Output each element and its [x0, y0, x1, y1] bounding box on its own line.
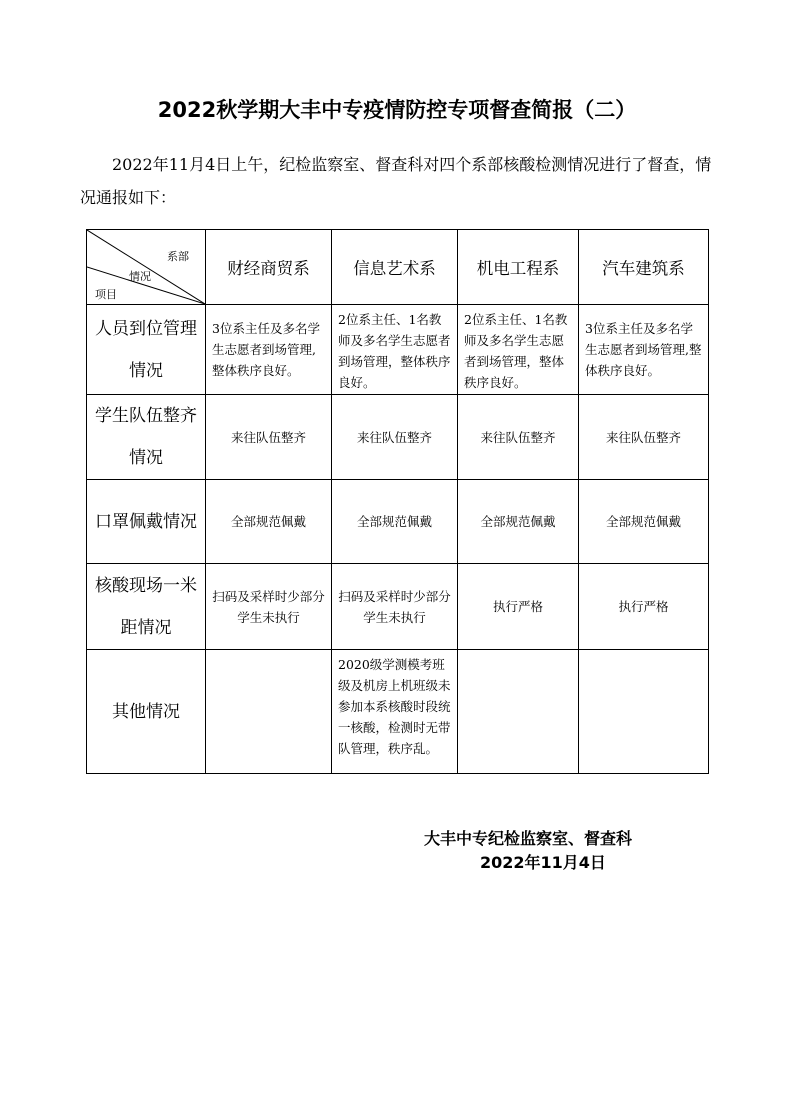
- table-cell: 3位系主任及多名学生志愿者到场管理,整体秩序良好。: [579, 305, 709, 395]
- row-label: 口罩佩戴情况: [87, 480, 206, 564]
- corner-dept-label: 系部: [167, 250, 189, 263]
- table-cell: 来往队伍整齐: [579, 395, 709, 480]
- corner-cell: [87, 230, 206, 305]
- dept-header: 汽车建筑系: [579, 230, 709, 305]
- table-cell: 来往队伍整齐: [206, 395, 332, 480]
- table-row: [87, 395, 709, 480]
- dept-header: 信息艺术系: [332, 230, 458, 305]
- corner-situation-label: 情况: [129, 270, 151, 283]
- table-cell: [206, 650, 332, 774]
- table-cell: 3位系主任及多名学生志愿者到场管理,整体秩序良好。: [206, 305, 332, 395]
- table-cell: 全部规范佩戴: [206, 480, 332, 564]
- table-cell: 扫码及采样时少部分学生未执行: [206, 564, 332, 650]
- signature-org: 大丰中专纪检监察室、督查科: [424, 829, 633, 848]
- table-cell: 全部规范佩戴: [332, 480, 458, 564]
- table-cell: 来往队伍整齐: [332, 395, 458, 480]
- intro-paragraph: 2022年11月4日上午，纪检监察室、督查科对四个系部核酸检测情况进行了督查，情况通报如下：: [80, 155, 712, 207]
- table-cell: 全部规范佩戴: [579, 480, 709, 564]
- table-row: [87, 564, 709, 650]
- table-row: [87, 650, 709, 774]
- dept-header: 机电工程系: [458, 230, 579, 305]
- table-cell: 执行严格: [458, 564, 579, 650]
- corner-item-label: 项目: [95, 288, 117, 301]
- table-cell: 2位系主任、1名教师及多名学生志愿者到场管理，整体秩序良好。: [458, 305, 579, 395]
- page-title: 2022秋学期大丰中专疫情防控专项督查简报（二）: [157, 98, 637, 122]
- row-label: 核酸现场一米距情况: [87, 564, 206, 650]
- table-cell: 扫码及采样时少部分学生未执行: [332, 564, 458, 650]
- table-cell: [458, 650, 579, 774]
- dept-header: 财经商贸系: [206, 230, 332, 305]
- table-cell: 全部规范佩戴: [458, 480, 579, 564]
- row-label: 其他情况: [87, 650, 206, 774]
- table-cell: 执行严格: [579, 564, 709, 650]
- table-cell: 来往队伍整齐: [458, 395, 579, 480]
- table-header-row: [87, 230, 709, 305]
- table-cell: [579, 650, 709, 774]
- table-cell: 2020级学测模考班级及机房上机班级未参加本系核酸时段统一核酸，检测时无带队管理，秩序乱。: [332, 650, 458, 774]
- row-label: 学生队伍整齐情况: [87, 395, 206, 480]
- signature-date: 2022年11月4日: [480, 853, 606, 872]
- inspection-table: [86, 229, 709, 774]
- row-label: 人员到位管理情况: [87, 305, 206, 395]
- table-row: [87, 305, 709, 395]
- table-row: [87, 480, 709, 564]
- table-cell: 2位系主任、1名教师及多名学生志愿者到场管理，整体秩序良好。: [332, 305, 458, 395]
